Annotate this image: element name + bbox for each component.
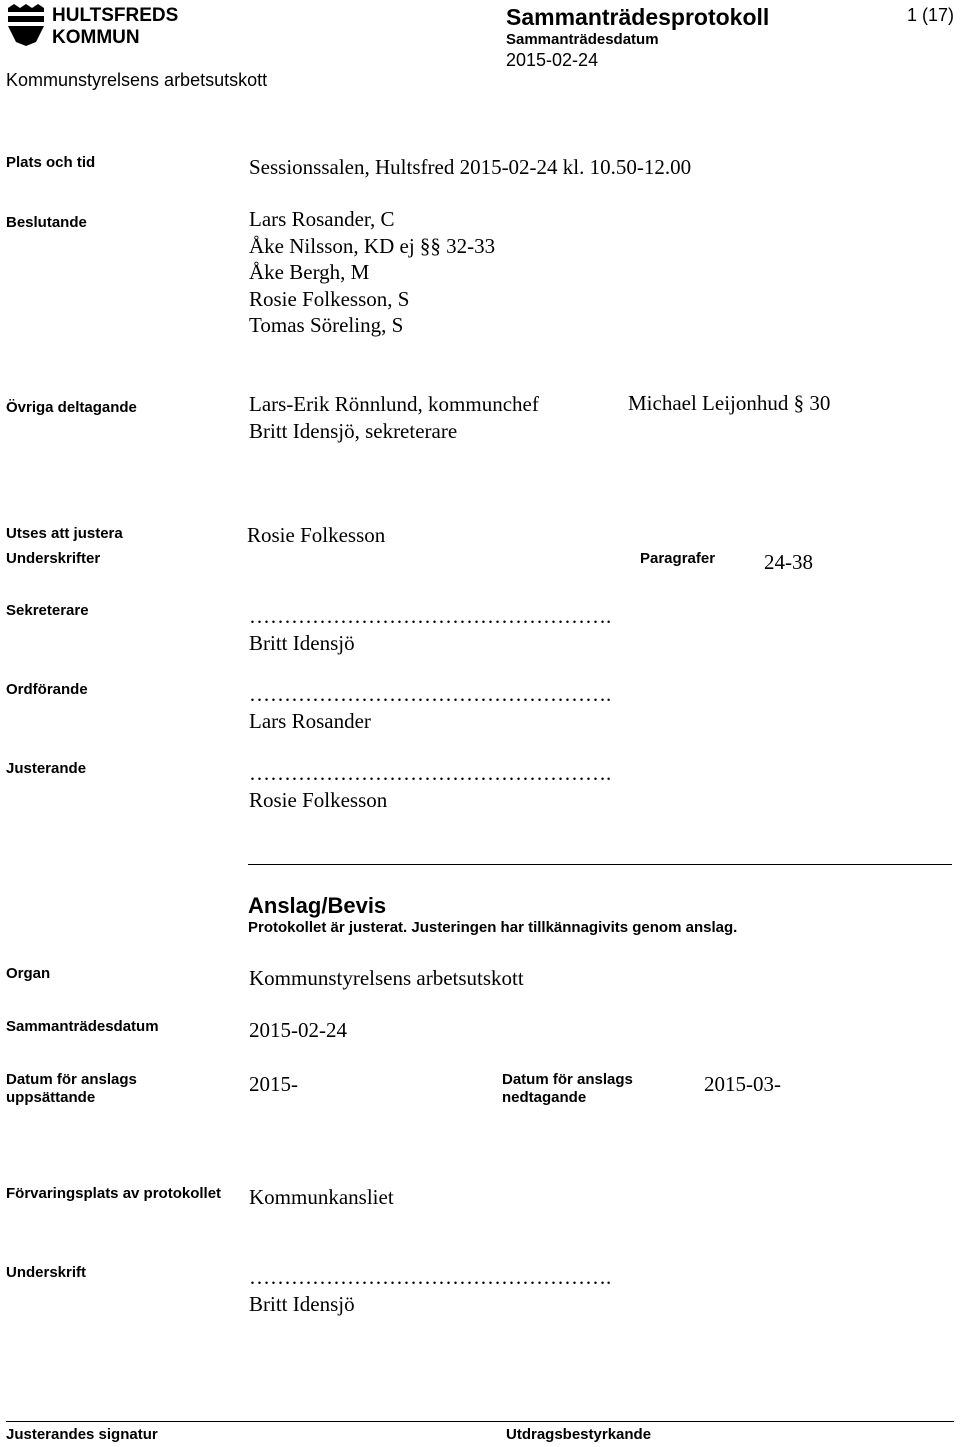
appointed-label: Utses att justera [6, 525, 123, 542]
deciding-member: Rosie Folkesson, S [249, 286, 410, 311]
meeting-date-label: Sammanträdesdatum [506, 31, 659, 48]
logo-line-2: KOMMUN [52, 27, 140, 48]
hultsfreds-kommun-logo [6, 2, 186, 48]
secretary-name: Britt Idensjö [249, 630, 355, 655]
committee-name: Kommunstyrelsens arbetsutskott [6, 70, 268, 90]
notice-signature-label: Underskrift [6, 1264, 87, 1281]
organ-value: Kommunstyrelsens arbetsutskott [249, 966, 524, 990]
document-title: Sammanträdesprotokoll [506, 4, 770, 30]
posted-value: 2015- [249, 1072, 298, 1096]
removed-value: 2015-03- [704, 1072, 781, 1096]
municipal-crest-icon [8, 4, 44, 46]
appointed-value: Rosie Folkesson [247, 523, 386, 547]
posted-label-line: Datum för anslags [6, 1071, 137, 1088]
notice-signature [249, 1264, 611, 1317]
chair-label: Ordförande [6, 681, 88, 698]
signature-line: ……………………………………………. [249, 604, 612, 628]
meeting-date-value: 2015-02-24 [506, 50, 599, 70]
deciding-label: Beslutande [6, 214, 87, 231]
section-divider [248, 864, 952, 865]
secretary-signature [249, 603, 611, 656]
place-value: Sessionssalen, Hultsfred 2015-02-24 kl. 10.50-12.00 [249, 155, 692, 179]
page-number: 1 (17) [906, 5, 954, 25]
removed-label [502, 1071, 633, 1107]
deciding-member: Åke Nilsson, KD ej §§ 32-33 [249, 233, 496, 258]
adjuster-name: Rosie Folkesson [249, 787, 388, 812]
other-participant-right: Michael Leijonhud § 30 [628, 391, 831, 415]
removed-label-line: nedtagande [502, 1089, 587, 1106]
storage-value: Kommunkansliet [249, 1185, 394, 1209]
other-participant: Britt Idensjö, sekreterare [249, 418, 458, 443]
deciding-member: Tomas Söreling, S [249, 313, 404, 337]
logo-line-1: HULTSFREDS [52, 5, 179, 26]
deciding-member: Åke Bergh, M [249, 260, 370, 284]
adjuster-label: Justerande [6, 760, 87, 777]
footer-adjuster-signature: Justerandes signatur [6, 1426, 158, 1443]
notice-signature-name: Britt Idensjö [249, 1291, 355, 1316]
deciding-list [249, 206, 495, 339]
signatures-label: Underskrifter [6, 550, 101, 567]
secretary-label: Sekreterare [6, 602, 89, 619]
deciding-member: Lars Rosander, C [249, 207, 395, 231]
storage-label: Förvaringsplats av protokollet [6, 1185, 222, 1202]
posted-label-line: uppsättande [6, 1089, 96, 1106]
adjuster-signature [249, 760, 611, 813]
notice-title: Anslag/Bevis [248, 893, 387, 918]
others-list [249, 391, 539, 444]
signature-line: ……………………………………………. [249, 761, 612, 785]
signature-line: ……………………………………………. [249, 682, 612, 706]
notice-subtitle: Protokollet är justerat. Justeringen har tillkännagivits genom anslag. [248, 919, 738, 936]
notice-date-value: 2015-02-24 [249, 1018, 347, 1042]
other-participant: Lars-Erik Rönnlund, kommunchef [249, 392, 539, 416]
signature-line: ……………………………………………. [249, 1265, 612, 1289]
chair-name: Lars Rosander [249, 708, 371, 733]
removed-label-line: Datum för anslags [502, 1071, 633, 1088]
place-label: Plats och tid [6, 154, 96, 171]
chair-signature [249, 681, 611, 734]
others-label: Övriga deltagande [6, 399, 137, 416]
posted-label [6, 1071, 137, 1107]
notice-date-label: Sammanträdesdatum [6, 1018, 159, 1035]
footer-certification: Utdragsbestyrkande [506, 1426, 652, 1443]
footer-divider [6, 1421, 954, 1422]
paragraphs-label: Paragrafer [640, 550, 716, 567]
paragraphs-value: 24-38 [764, 550, 813, 574]
organ-label: Organ [6, 965, 51, 982]
